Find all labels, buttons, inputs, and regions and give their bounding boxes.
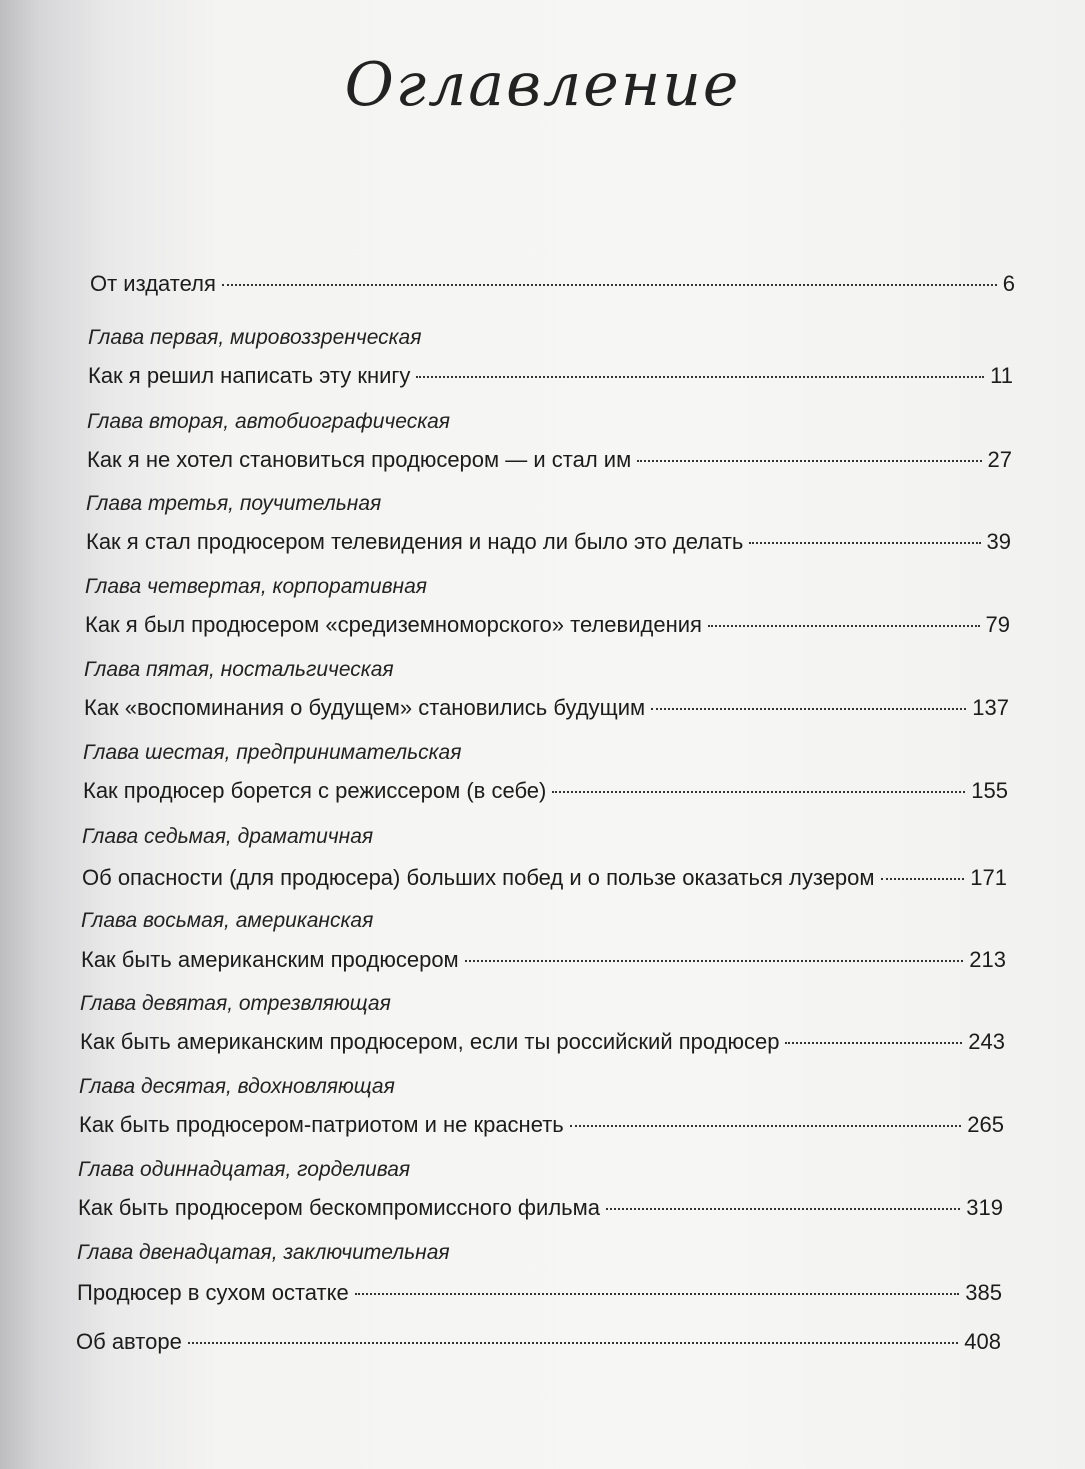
chapter-heading: Глава восьмая, американская [81, 909, 374, 932]
toc-entry [76, 1328, 1001, 1356]
toc-entry [86, 528, 1011, 556]
dot-leader [785, 1042, 962, 1044]
toc-entry [80, 1028, 1005, 1056]
entry-page: 155 [971, 778, 1008, 803]
page-title: Оглавление [344, 50, 741, 120]
dot-leader [465, 960, 964, 962]
toc-entry [81, 946, 1006, 974]
entry-title: От издателя [90, 271, 216, 296]
chapter-heading: Глава четвертая, корпоративная [85, 575, 427, 598]
dot-leader [881, 878, 965, 880]
chapter-heading: Глава пятая, ностальгическая [84, 658, 394, 681]
entry-page: 11 [990, 363, 1013, 388]
chapter-heading: Глава десятая, вдохновляющая [79, 1075, 395, 1098]
entry-title: Как я был продюсером «средиземноморского» телевидения [85, 612, 702, 637]
dot-leader [222, 284, 997, 286]
dot-leader [188, 1342, 958, 1344]
chapter-heading: Глава вторая, автобиографическая [87, 410, 451, 433]
entry-page: 385 [965, 1280, 1002, 1305]
entry-page: 213 [969, 947, 1006, 972]
entry-title: Как продюсер борется с режиссером (в себе) [83, 778, 547, 803]
entry-page: 137 [972, 695, 1009, 720]
entry-page: 27 [987, 447, 1012, 472]
dot-leader [749, 542, 980, 544]
entry-title: Продюсер в сухом остатке [77, 1280, 349, 1305]
entry-page: 408 [964, 1329, 1001, 1354]
entry-page: 171 [970, 865, 1007, 890]
chapter-heading: Глава седьмая, драматичная [82, 825, 374, 848]
dot-leader [570, 1125, 962, 1127]
entry-title: Как я стал продюсером телевидения и надо ли было это делать [86, 529, 744, 554]
dot-leader [416, 376, 984, 378]
toc-entry [90, 270, 1015, 298]
dot-leader [637, 460, 981, 462]
entry-page: 265 [967, 1112, 1004, 1137]
toc-entry [79, 1111, 1004, 1139]
chapter-heading: Глава третья, поучительная [86, 492, 382, 515]
toc-entry [84, 694, 1009, 722]
entry-title: Об опасности (для продюсера) больших побед и о пользе оказаться лузером [82, 865, 875, 890]
entry-title: Как я решил написать эту книгу [88, 363, 411, 388]
entry-title: Как я не хотел становиться продюсером — и стал им [87, 447, 632, 472]
dot-leader [552, 791, 965, 793]
toc-entry [77, 1279, 1002, 1307]
dot-leader [708, 625, 980, 627]
entry-title: Как быть продюсером бескомпромиссного фильма [78, 1195, 600, 1220]
entry-page: 6 [1002, 271, 1015, 296]
dot-leader [606, 1208, 960, 1210]
toc-entry [78, 1194, 1003, 1222]
toc-entry [87, 446, 1012, 474]
entry-title: Об авторе [76, 1329, 182, 1354]
entry-title: Как «воспоминания о будущем» становились будущим [84, 695, 646, 720]
entry-page: 243 [968, 1029, 1005, 1054]
entry-title: Как быть американским продюсером, если ты российский продюсер [80, 1029, 780, 1054]
toc-entry [83, 777, 1008, 805]
chapter-heading: Глава девятая, отрезвляющая [80, 992, 391, 1015]
toc-entry [88, 362, 1013, 390]
chapter-heading: Глава шестая, предпринимательская [83, 741, 462, 764]
chapter-heading: Глава первая, мировоззренческая [88, 326, 422, 349]
chapter-heading: Глава одиннадцатая, горделивая [78, 1158, 411, 1181]
entry-page: 39 [986, 529, 1011, 554]
toc-entry [82, 864, 1007, 892]
dot-leader [651, 708, 966, 710]
entry-title: Как быть продюсером-патриотом и не краснеть [79, 1112, 564, 1137]
entry-page: 319 [966, 1195, 1003, 1220]
dot-leader [355, 1293, 960, 1295]
entry-title: Как быть американским продюсером [81, 947, 459, 972]
toc-entry [85, 611, 1010, 639]
chapter-heading: Глава двенадцатая, заключительная [77, 1241, 450, 1264]
entry-page: 79 [985, 612, 1010, 637]
